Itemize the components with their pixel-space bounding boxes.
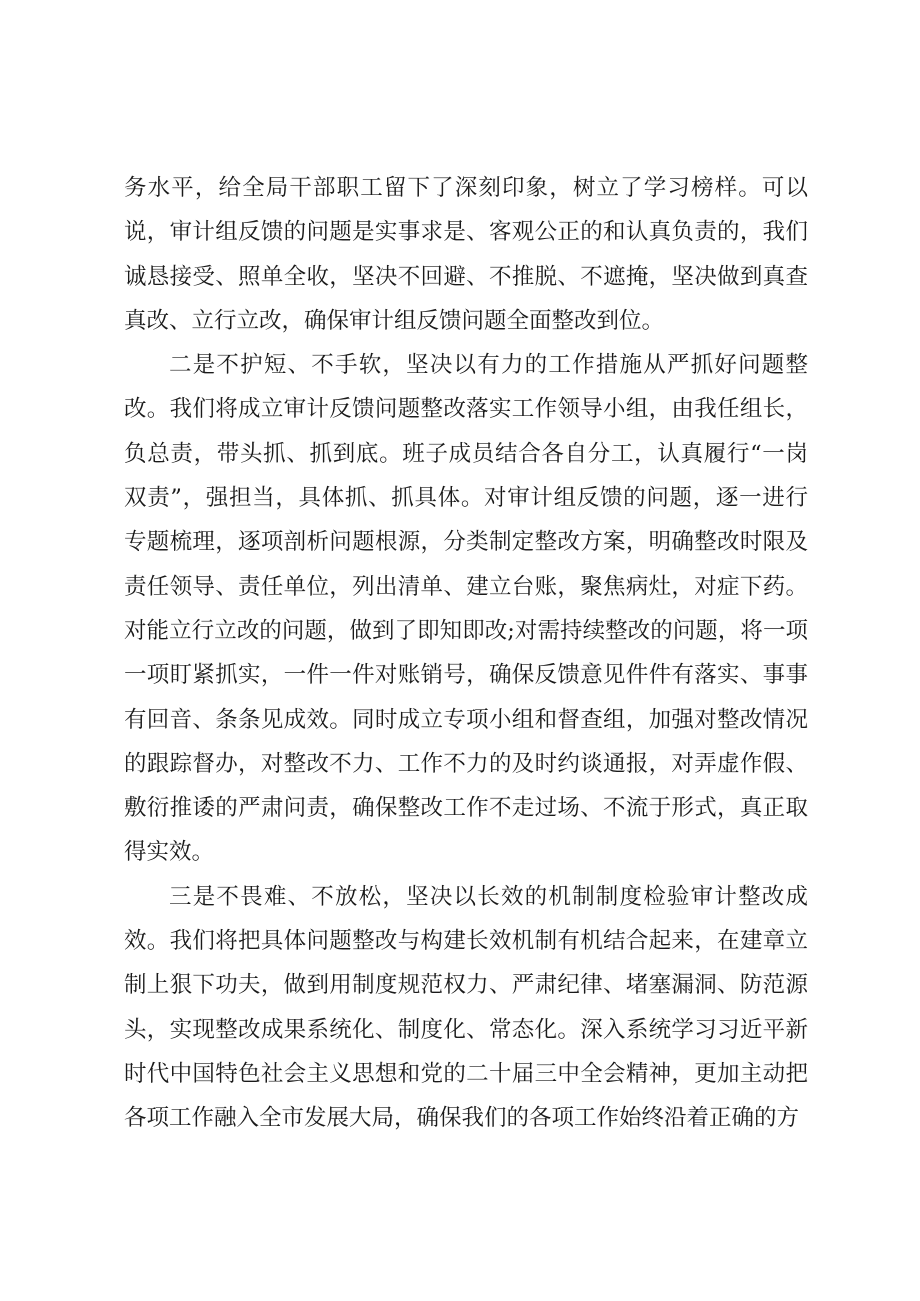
paragraph-1: 务水平，给全局干部职工留下了深刻印象，树立了学习榜样。可以说，审计组反馈的问题是实事求是、客观公正的和认真负责的，我们诚恳接受、照单全收，坚决不回避、不推脱、不遮掩，坚决做到真查真改、立行立改，确保审计组反馈问题全面整改到位。 bbox=[124, 175, 808, 334]
paragraph-2: 二是不护短、不手软，坚决以有力的工作措施从严抓好问题整改。我们将成立审计反馈问题整改落实工作领导小组，由我任组长，负总责，带头抓、抓到底。班子成员结合各自分工，认真履行“一岗双责”，强担当，具体抓、抓具体。对审计组反馈的问题，逐一进行专题梳理，逐项剖析问题根源，分类制定整改方案，明确整改时限及责任领导、责任单位，列出清单、建立台账，聚焦病灶，对症下药。对能立行立改的问题，做到了即知即改;对需持续整改的问题，将一项一项盯紧抓实，一件一件对账销号，确保反馈意见件件有落实、事事有回音、条条见成效。同时成立专项小组和督查组，加强对整改情况的跟踪督办，对整改不力、工作不力的及时约谈通报，对弄虚作假、敷衍推诿的严肃问责，确保整改工作不走过场、不流于形式，真正取得实效。 bbox=[124, 352, 808, 866]
document-body bbox=[124, 166, 808, 1141]
paragraph-3: 三是不畏难、不放松，坚决以长效的机制制度检验审计整改成效。我们将把具体问题整改与构建长效机制有机结合起来，在建章立制上狠下功夫，做到用制度规范权力、严肃纪律、堵塞漏洞、防范源头，实现整改成果系统化、制度化、常态化。深入系统学习习近平新时代中国特色社会主义思想和党的二十届三中全会精神，更加主动把各项工作融入全市发展大局，确保我们的各项工作始终沿着正确的方 bbox=[124, 883, 808, 1132]
